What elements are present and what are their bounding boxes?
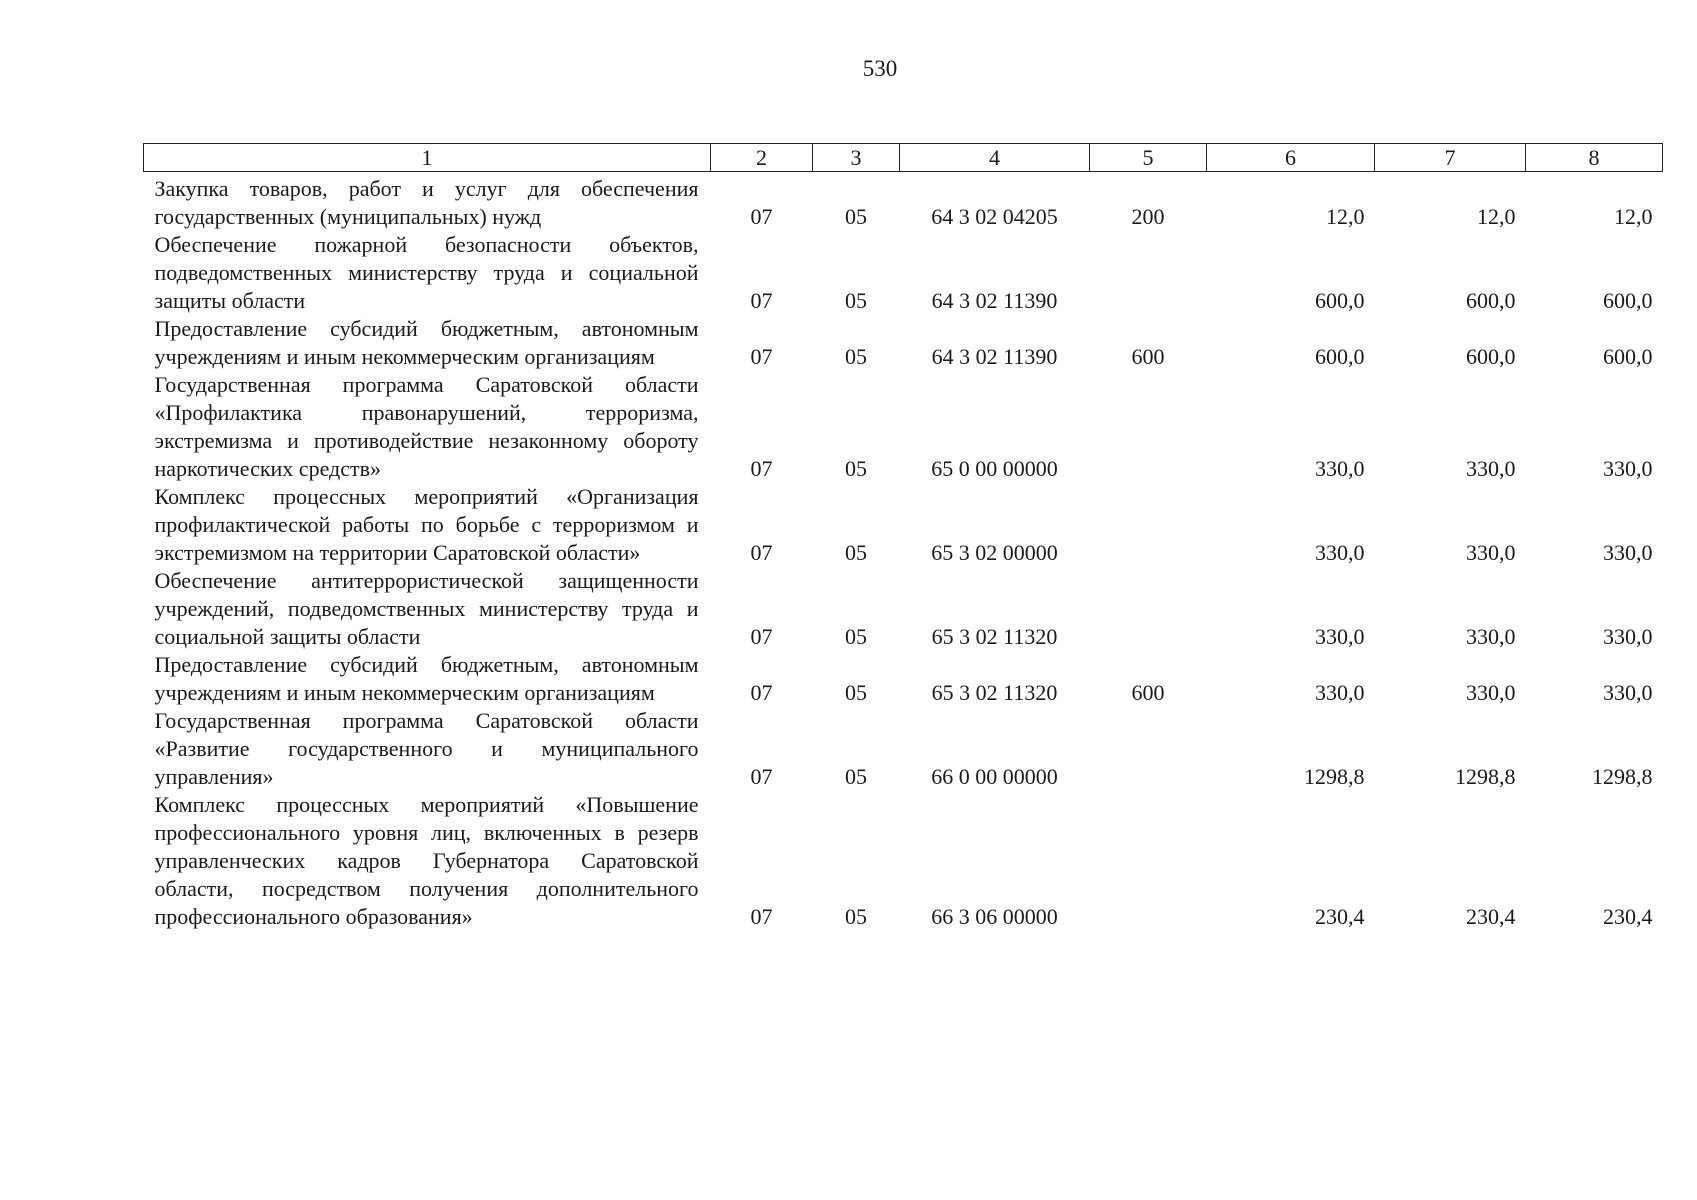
row-name: Комплекс процессных мероприятий «Организация профилактической работы по борьбе с терроризмом и экстремизмом на территории Саратовской области»: [154, 484, 699, 565]
amount-col7: 1298,8: [1455, 764, 1516, 789]
section-code: 07: [750, 344, 773, 369]
subsection-code: 05: [845, 540, 867, 565]
amount-col8: 600,0: [1603, 344, 1653, 369]
target-article-code: 64 3 02 04205: [931, 204, 1058, 229]
table-row: [144, 707, 1663, 791]
row-name: Государственная программа Саратовской области «Развитие государственного и муниципального управления»: [154, 708, 699, 789]
target-article-code: 66 0 00 00000: [931, 764, 1058, 789]
expense-type-code: [1090, 371, 1207, 483]
expense-type-code: [1090, 791, 1207, 931]
amount-col8: 230,4: [1603, 904, 1653, 929]
column-header: 7: [1375, 144, 1526, 172]
column-header: 3: [813, 144, 900, 172]
amount-col8: 600,0: [1603, 288, 1653, 313]
amount-col6: 1298,8: [1304, 764, 1365, 789]
amount-col7: 330,0: [1466, 624, 1516, 649]
subsection-code: 05: [845, 904, 867, 929]
subsection-code: 05: [845, 456, 867, 481]
amount-col7: 600,0: [1466, 344, 1516, 369]
section-code: 07: [750, 456, 773, 481]
expense-type-code: 200: [1131, 204, 1165, 229]
amount-col8: 330,0: [1603, 624, 1653, 649]
column-header: 1: [144, 144, 711, 172]
amount-col7: 12,0: [1477, 204, 1516, 229]
row-name: Обеспечение антитеррористической защищенности учреждений, подведомственных министерству труда и социальной защиты области: [154, 568, 699, 649]
row-name: Обеспечение пожарной безопасности объектов, подведомственных министерству труда и социальной защиты области: [154, 232, 699, 313]
expense-type-code: [1090, 483, 1207, 567]
amount-col6: 600,0: [1315, 288, 1365, 313]
target-article-code: 64 3 02 11390: [931, 344, 1058, 369]
amount-col7: 230,4: [1466, 904, 1516, 929]
table-row: [144, 567, 1663, 651]
table-row: [144, 371, 1663, 483]
target-article-code: 65 3 02 11320: [931, 624, 1058, 649]
table-row: [144, 483, 1663, 567]
amount-col7: 600,0: [1466, 288, 1516, 313]
target-article-code: 65 3 02 00000: [931, 540, 1058, 565]
column-header: 5: [1090, 144, 1207, 172]
section-code: 07: [750, 204, 773, 229]
budget-table: [143, 143, 1663, 931]
section-code: 07: [750, 904, 773, 929]
expense-type-code: 600: [1131, 680, 1165, 705]
amount-col8: 330,0: [1603, 680, 1653, 705]
target-article-code: 66 3 06 00000: [931, 904, 1058, 929]
row-name: Предоставление субсидий бюджетным, автономным учреждениям и иным некоммерческим организациям: [154, 316, 699, 369]
subsection-code: 05: [845, 288, 867, 313]
amount-col6: 330,0: [1315, 624, 1365, 649]
amount-col6: 330,0: [1315, 456, 1365, 481]
amount-col8: 1298,8: [1592, 764, 1653, 789]
subsection-code: 05: [845, 204, 867, 229]
amount-col6: 230,4: [1315, 904, 1365, 929]
target-article-code: 65 3 02 11320: [931, 680, 1058, 705]
table-row: [144, 791, 1663, 931]
column-number-header: [144, 144, 1663, 172]
row-name: Государственная программа Саратовской области «Профилактика правонарушений, терроризма, экстремизма и противодействие незаконному обороту наркотических средств»: [154, 372, 699, 481]
subsection-code: 05: [845, 344, 867, 369]
column-header: 4: [900, 144, 1090, 172]
section-code: 07: [750, 540, 773, 565]
amount-col7: 330,0: [1466, 680, 1516, 705]
section-code: 07: [750, 288, 773, 313]
amount-col6: 330,0: [1315, 680, 1365, 705]
row-name: Предоставление субсидий бюджетным, автономным учреждениям и иным некоммерческим организациям: [154, 652, 699, 705]
subsection-code: 05: [845, 624, 867, 649]
table-row: [144, 172, 1663, 232]
table-row: [144, 651, 1663, 707]
column-header: 8: [1526, 144, 1663, 172]
row-name: Закупка товаров, работ и услуг для обеспечения государственных (муниципальных) нужд: [154, 176, 699, 229]
row-name: Комплекс процессных мероприятий «Повышение профессионального уровня лиц, включенных в резерв управленческих кадров Губернатора Саратовской области, посредством получения дополнительного профессионального образования»: [154, 792, 699, 929]
subsection-code: 05: [845, 764, 867, 789]
amount-col8: 330,0: [1603, 540, 1653, 565]
amount-col8: 12,0: [1614, 204, 1653, 229]
expense-type-code: 600: [1131, 344, 1165, 369]
table-row: [144, 231, 1663, 315]
amount-col8: 330,0: [1603, 456, 1653, 481]
expense-type-code: [1090, 231, 1207, 315]
target-article-code: 65 0 00 00000: [931, 456, 1058, 481]
section-code: 07: [750, 680, 773, 705]
section-code: 07: [750, 764, 773, 789]
column-header: 2: [711, 144, 813, 172]
amount-col6: 600,0: [1315, 344, 1365, 369]
expense-type-code: [1090, 707, 1207, 791]
amount-col7: 330,0: [1466, 456, 1516, 481]
expense-type-code: [1090, 567, 1207, 651]
page-number: 530: [862, 56, 898, 81]
table-row: [144, 315, 1663, 371]
amount-col7: 330,0: [1466, 540, 1516, 565]
amount-col6: 330,0: [1315, 540, 1365, 565]
subsection-code: 05: [845, 680, 867, 705]
amount-col6: 12,0: [1326, 204, 1365, 229]
section-code: 07: [750, 624, 773, 649]
column-header: 6: [1207, 144, 1375, 172]
target-article-code: 64 3 02 11390: [931, 288, 1058, 313]
